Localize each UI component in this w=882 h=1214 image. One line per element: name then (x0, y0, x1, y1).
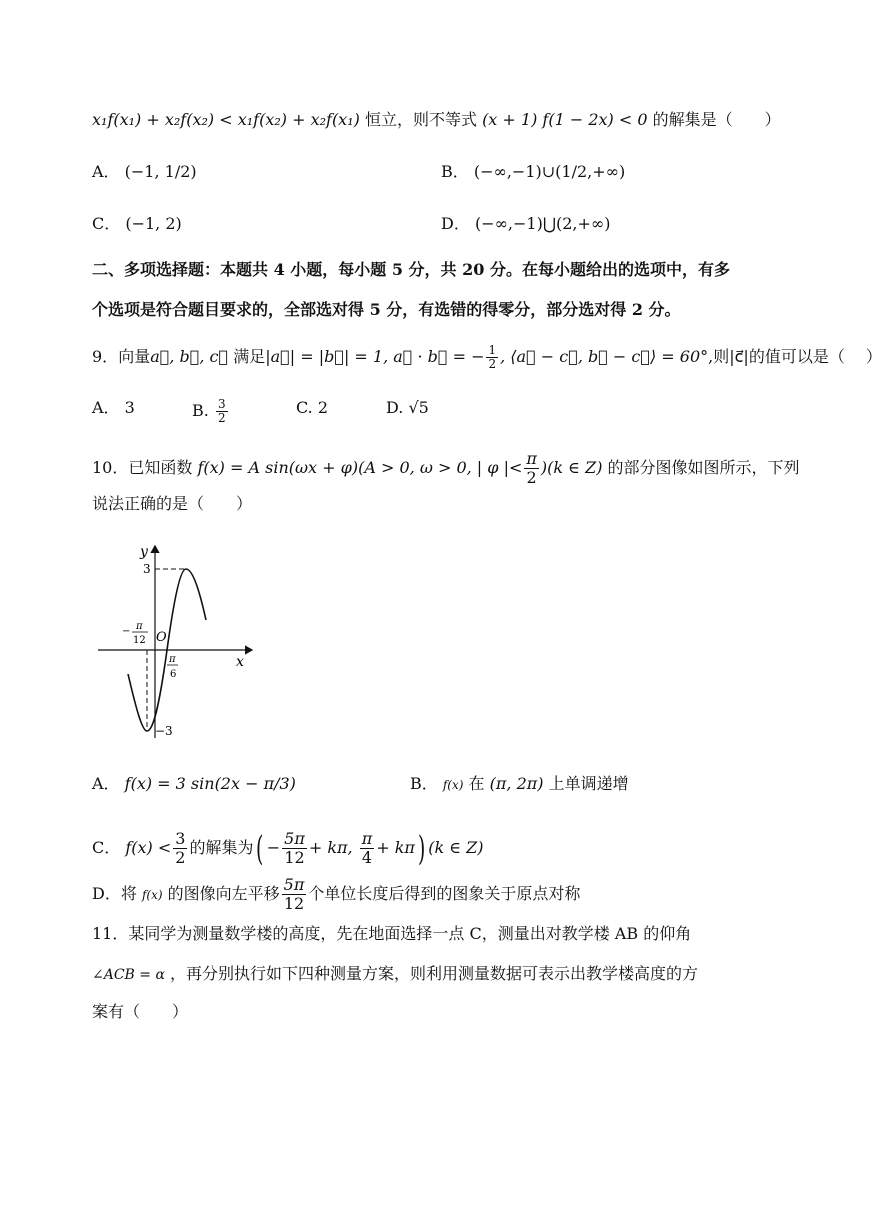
q10-option-d-text-b: 的图像向左平移 (167, 884, 280, 903)
svg-text:6: 6 (170, 669, 177, 680)
q9-option-a-label: A． (92, 398, 120, 417)
svg-text:−: − (122, 626, 131, 637)
q9-option-a (92, 398, 135, 418)
x-axis-label: x (236, 654, 244, 670)
q11-text-2: ，再分别执行如下四种测量方案，则利用测量数据可表示出教学楼高度的方 (170, 964, 699, 983)
svg-text:π: π (169, 654, 176, 665)
q9-option-c (296, 398, 328, 418)
q10-option-c-three-halves: $\frac{3}{2}$ (175, 829, 186, 867)
svg-text:π: π (136, 621, 143, 632)
q8-option-c (92, 214, 182, 234)
q10-option-c-label: C． (92, 838, 121, 857)
q9-option-b (192, 398, 230, 425)
origin-label: O (156, 630, 167, 645)
q10-option-b-interval: (π, 2π) (489, 774, 544, 793)
q10-option-b-text2: 上单调递增 (548, 774, 629, 793)
q10-stem-a: 已知函数 (128, 458, 193, 477)
q11-text-1: 某同学为测量数学楼的高度，先在地面选择一点 C，测量出对教学楼 AB 的仰角 (128, 924, 692, 943)
svg-text:12: 12 (133, 635, 146, 646)
q9-vectors: a⃗, b⃗, c⃗ (150, 347, 229, 366)
q10-number: 10． (92, 458, 129, 477)
q10-option-d-label: D． (92, 884, 121, 903)
q9-option-d-value: √5 (408, 398, 429, 417)
q8-text: 恒立，则不等式 (364, 110, 477, 129)
q8-inequality-2: (x + 1) f(1 − 2x) < 0 (482, 110, 648, 129)
q8-condition-line (92, 110, 781, 130)
q11-number: 11． (92, 924, 129, 943)
q10-stem-line2: 说法正确的是（ ） (92, 494, 253, 513)
q10-option-d-text-c: 个单位长度后得到的图象关于原点对称 (308, 884, 581, 903)
q10-option-c: C． f(x) < $\frac{3}{2}$ 的解集为( − $\frac{5\pi}{12}$ + kπ, $\frac{\pi}{4}$ + kπ) (k ∈ Z) (92, 828, 484, 869)
q9-option-b-value: $\frac{3}{2}$ (217, 397, 226, 425)
q10-option-b-text: 在 (468, 774, 485, 793)
q11-line2 (92, 964, 698, 985)
q11-line1 (92, 924, 691, 944)
q9-option-a-value: 3 (124, 398, 135, 417)
q8-option-a-label: A． (92, 162, 120, 181)
q10-option-b-fx: f(x) (442, 778, 464, 792)
q9-stem (92, 344, 882, 371)
x-pos-tick-label (167, 654, 178, 680)
q10-option-d-fx: f(x) (141, 888, 163, 902)
q9-option-c-label: C. (296, 398, 313, 417)
q9-option-b-label: B. (192, 401, 209, 420)
q10-d-5pi-12: $\frac{5\pi}{12}$ (283, 875, 305, 913)
q8-option-d (441, 214, 610, 234)
q10-option-c-ineq: f(x) < (125, 838, 172, 857)
q10-stem (92, 450, 800, 487)
q8-inequality-1: x₁f(x₁) + x₂f(x₂) < x₁f(x₂) + x₂f(x₁) (92, 110, 360, 129)
q9-stem-c: ,则|c⃗|的值可以是（ ） (708, 347, 882, 366)
q10-c-pi-4: $\frac{\pi}{4}$ (361, 829, 373, 867)
q9-stem-b: 满足 (233, 347, 266, 366)
q10-option-a-value: f(x) = 3 sin(2x − π/3) (124, 774, 296, 793)
q10-option-b-label: B． (410, 774, 438, 793)
q10-c-5pi-12: $\frac{5\pi}{12}$ (284, 829, 305, 867)
section2-line1: 二、多项选择题：本题共 4 小题，每小题 5 分，共 20 分。在每小题给出的选项中，有多 (92, 260, 730, 279)
q10-pi-half: $\frac{\pi}{2}$ (526, 449, 537, 487)
q10-option-c-text: 的解集为 (189, 838, 254, 857)
q11-line3: 案有（ ） (92, 1002, 189, 1021)
q10-option-a-label: A． (92, 774, 120, 793)
q10-stem-b: 的部分图像如图所示，下列 (607, 458, 800, 477)
q10-option-d-text-a: 将 (120, 884, 137, 903)
q9-option-c-value: 2 (317, 398, 329, 417)
q10-function-2: )(k ∈ Z) (540, 458, 603, 477)
q9-stem-a: 向量 (118, 347, 151, 366)
q10-option-d (92, 876, 580, 913)
y-max-label: 3 (143, 562, 151, 576)
q8-option-d-label: D． (441, 214, 470, 233)
q8-text-2: 的解集是（ ） (652, 110, 781, 129)
q8-option-a-value: (−1, 1/2) (124, 162, 197, 181)
q9-condition: |a⃗| = |b⃗| = 1, a⃗ · b⃗ = − (265, 347, 485, 366)
q8-option-c-label: C． (92, 214, 121, 233)
q11-angle: ∠ACB = α (92, 967, 165, 983)
q8-option-b (441, 162, 625, 182)
q10-option-c-kz: (k ∈ Z) (428, 838, 484, 857)
q9-half-fraction: $\frac{1}{2}$ (488, 343, 497, 371)
q8-option-b-label: B． (441, 162, 469, 181)
q10-option-a (92, 774, 296, 794)
q9-condition-2: , ⟨a⃗ − c⃗, b⃗ − c⃗⟩ = 60° (500, 347, 709, 366)
q8-option-c-value: (−1, 2) (125, 214, 182, 233)
section2-line2: 个选项是符合题目要求的，全部选对得 5 分，有选错的得零分，部分选对得 2 分。 (92, 300, 681, 319)
y-axis-label: y (140, 544, 148, 560)
q10-sine-graph (92, 538, 262, 744)
q10-function: f(x) = A sin(ωx + φ)(A > 0, ω > 0, | φ |< (197, 458, 523, 477)
q9-number: 9． (92, 347, 119, 366)
x-neg-tick-label (122, 621, 148, 646)
q9-option-d (386, 398, 429, 418)
q8-option-a (92, 162, 197, 182)
y-min-label: −3 (155, 724, 173, 738)
q8-option-b-value: (−∞,−1)∪(1/2,+∞) (473, 162, 626, 181)
q10-option-b (410, 774, 629, 795)
q9-option-d-label: D. (386, 398, 404, 417)
q8-option-d-value: (−∞,−1)⋃(2,+∞) (474, 214, 611, 233)
